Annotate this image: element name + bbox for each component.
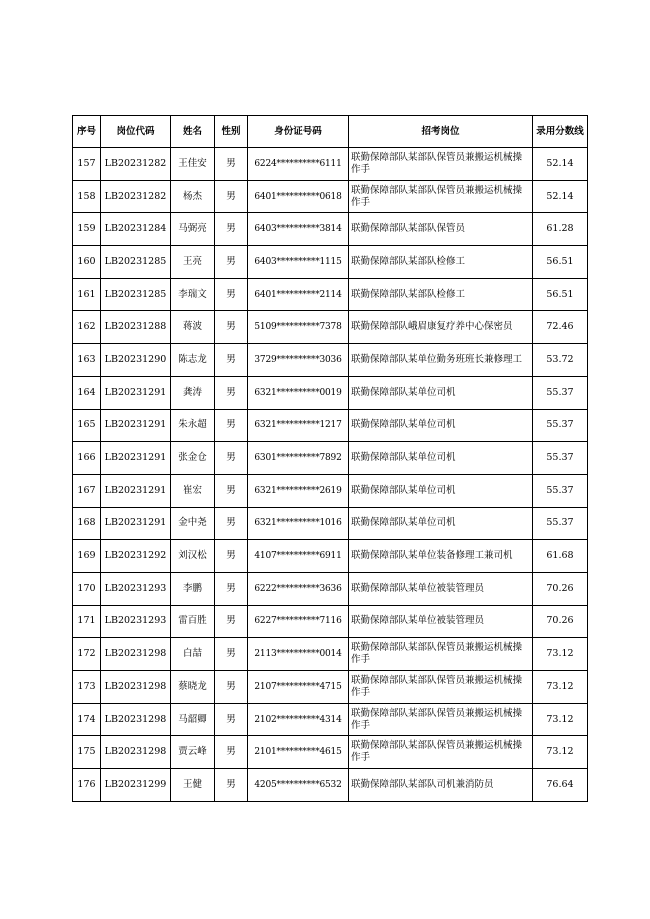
cell-seq: 174 [73, 703, 101, 736]
cell-position: 联勤保障部队某单位被装管理员 [349, 572, 533, 605]
cell-gender: 男 [215, 376, 248, 409]
cell-seq: 172 [73, 638, 101, 671]
cell-name: 王佳安 [171, 148, 215, 181]
cell-score: 70.26 [533, 572, 588, 605]
cell-code: LB20231298 [101, 638, 171, 671]
cell-id-number: 6321**********1016 [248, 507, 349, 540]
cell-position: 联勤保障部队某部队保管员兼搬运机械操作手 [349, 638, 533, 671]
cell-code: LB20231299 [101, 769, 171, 802]
cell-code: LB20231291 [101, 376, 171, 409]
cell-position: 联勤保障部队某单位司机 [349, 442, 533, 475]
cell-score: 56.51 [533, 246, 588, 279]
cell-seq: 162 [73, 311, 101, 344]
cell-gender: 男 [215, 769, 248, 802]
cell-gender: 男 [215, 605, 248, 638]
cell-score: 70.26 [533, 605, 588, 638]
cell-score: 73.12 [533, 671, 588, 704]
cell-position: 联勤保障部队某单位装备修理工兼司机 [349, 540, 533, 573]
cell-name: 刘汉松 [171, 540, 215, 573]
cell-code: LB20231298 [101, 736, 171, 769]
cell-code: LB20231288 [101, 311, 171, 344]
cell-code: LB20231293 [101, 572, 171, 605]
cell-position: 联勤保障部队某部队保管员兼搬运机械操作手 [349, 148, 533, 181]
cell-seq: 159 [73, 213, 101, 246]
cell-code: LB20231291 [101, 409, 171, 442]
table-row [73, 442, 588, 475]
cell-name: 陈志龙 [171, 344, 215, 377]
cell-id-number: 2101**********4615 [248, 736, 349, 769]
cell-score: 53.72 [533, 344, 588, 377]
cell-score: 52.14 [533, 148, 588, 181]
cell-score: 55.37 [533, 376, 588, 409]
cell-seq: 167 [73, 474, 101, 507]
cell-position: 联勤保障部队某部队保管员 [349, 213, 533, 246]
cell-code: LB20231298 [101, 671, 171, 704]
table-row [73, 409, 588, 442]
cell-position: 联勤保障部队某单位司机 [349, 507, 533, 540]
cell-id-number: 2102**********4314 [248, 703, 349, 736]
cell-gender: 男 [215, 572, 248, 605]
table-row [73, 703, 588, 736]
cell-id-number: 6321**********0019 [248, 376, 349, 409]
cell-id-number: 4107**********6911 [248, 540, 349, 573]
cell-code: LB20231293 [101, 605, 171, 638]
admission-table [72, 115, 588, 802]
cell-name: 白喆 [171, 638, 215, 671]
cell-score: 73.12 [533, 638, 588, 671]
cell-id-number: 6227**********7116 [248, 605, 349, 638]
cell-position: 联勤保障部队某部队检修工 [349, 246, 533, 279]
cell-seq: 171 [73, 605, 101, 638]
cell-gender: 男 [215, 213, 248, 246]
cell-seq: 166 [73, 442, 101, 475]
cell-score: 73.12 [533, 703, 588, 736]
cell-score: 73.12 [533, 736, 588, 769]
cell-seq: 158 [73, 180, 101, 213]
cell-gender: 男 [215, 409, 248, 442]
cell-name: 蔡晓龙 [171, 671, 215, 704]
cell-position: 联勤保障部队某部队保管员兼搬运机械操作手 [349, 180, 533, 213]
table-row [73, 671, 588, 704]
cell-score: 56.51 [533, 278, 588, 311]
cell-gender: 男 [215, 442, 248, 475]
cell-score: 72.46 [533, 311, 588, 344]
cell-id-number: 3729**********3036 [248, 344, 349, 377]
table-row [73, 605, 588, 638]
document-page [72, 115, 587, 802]
cell-id-number: 2107**********4715 [248, 671, 349, 704]
cell-seq: 164 [73, 376, 101, 409]
cell-position: 联勤保障部队某单位被装管理员 [349, 605, 533, 638]
cell-code: LB20231290 [101, 344, 171, 377]
cell-id-number: 6401**********0618 [248, 180, 349, 213]
table-row [73, 278, 588, 311]
table-row [73, 148, 588, 181]
cell-code: LB20231285 [101, 278, 171, 311]
header-name: 姓名 [171, 116, 215, 148]
cell-seq: 161 [73, 278, 101, 311]
cell-gender: 男 [215, 507, 248, 540]
cell-name: 雷百胜 [171, 605, 215, 638]
cell-position: 联勤保障部队某单位司机 [349, 376, 533, 409]
header-position: 招考岗位 [349, 116, 533, 148]
cell-code: LB20231282 [101, 148, 171, 181]
table-header-row [73, 116, 588, 148]
cell-code: LB20231291 [101, 442, 171, 475]
cell-id-number: 6403**********3814 [248, 213, 349, 246]
cell-gender: 男 [215, 246, 248, 279]
cell-code: LB20231282 [101, 180, 171, 213]
cell-seq: 175 [73, 736, 101, 769]
table-row [73, 474, 588, 507]
cell-code: LB20231291 [101, 474, 171, 507]
table-row [73, 213, 588, 246]
cell-code: LB20231292 [101, 540, 171, 573]
header-score: 录用分数线 [533, 116, 588, 148]
cell-id-number: 4205**********6532 [248, 769, 349, 802]
cell-name: 朱永超 [171, 409, 215, 442]
cell-id-number: 5109**********7378 [248, 311, 349, 344]
cell-name: 贾云峰 [171, 736, 215, 769]
cell-gender: 男 [215, 344, 248, 377]
header-id: 身份证号码 [248, 116, 349, 148]
table-row [73, 311, 588, 344]
cell-id-number: 6401**********2114 [248, 278, 349, 311]
cell-score: 76.64 [533, 769, 588, 802]
cell-name: 李鹏 [171, 572, 215, 605]
cell-score: 55.37 [533, 507, 588, 540]
cell-score: 55.37 [533, 442, 588, 475]
cell-score: 55.37 [533, 409, 588, 442]
cell-name: 马韶卿 [171, 703, 215, 736]
table-row [73, 344, 588, 377]
cell-id-number: 6321**********1217 [248, 409, 349, 442]
cell-id-number: 2113**********0014 [248, 638, 349, 671]
cell-name: 龚涛 [171, 376, 215, 409]
cell-code: LB20231284 [101, 213, 171, 246]
cell-gender: 男 [215, 180, 248, 213]
cell-seq: 157 [73, 148, 101, 181]
cell-position: 联勤保障部队某单位勤务班班长兼修理工 [349, 344, 533, 377]
cell-seq: 165 [73, 409, 101, 442]
cell-name: 王亮 [171, 246, 215, 279]
cell-position: 联勤保障部队某部队检修工 [349, 278, 533, 311]
cell-gender: 男 [215, 703, 248, 736]
cell-position: 联勤保障部队某部队司机兼消防员 [349, 769, 533, 802]
cell-id-number: 6222**********3636 [248, 572, 349, 605]
table-row [73, 180, 588, 213]
cell-name: 王健 [171, 769, 215, 802]
cell-gender: 男 [215, 311, 248, 344]
cell-seq: 173 [73, 671, 101, 704]
cell-code: LB20231298 [101, 703, 171, 736]
cell-gender: 男 [215, 474, 248, 507]
cell-code: LB20231285 [101, 246, 171, 279]
table-row [73, 376, 588, 409]
cell-name: 金中尧 [171, 507, 215, 540]
cell-gender: 男 [215, 638, 248, 671]
cell-seq: 163 [73, 344, 101, 377]
header-code: 岗位代码 [101, 116, 171, 148]
table-row [73, 736, 588, 769]
header-gender: 性别 [215, 116, 248, 148]
cell-seq: 169 [73, 540, 101, 573]
cell-name: 蒋波 [171, 311, 215, 344]
table-row [73, 769, 588, 802]
cell-gender: 男 [215, 540, 248, 573]
cell-position: 联勤保障部队某部队保管员兼搬运机械操作手 [349, 703, 533, 736]
cell-id-number: 6321**********2619 [248, 474, 349, 507]
cell-name: 张金仓 [171, 442, 215, 475]
cell-gender: 男 [215, 671, 248, 704]
header-seq: 序号 [73, 116, 101, 148]
table-body [73, 148, 588, 802]
cell-position: 联勤保障部队峨眉康复疗养中心保密员 [349, 311, 533, 344]
table-row [73, 507, 588, 540]
table-row [73, 572, 588, 605]
cell-code: LB20231291 [101, 507, 171, 540]
cell-seq: 160 [73, 246, 101, 279]
cell-score: 52.14 [533, 180, 588, 213]
table-row [73, 246, 588, 279]
table-row [73, 540, 588, 573]
cell-seq: 168 [73, 507, 101, 540]
cell-seq: 170 [73, 572, 101, 605]
cell-score: 61.28 [533, 213, 588, 246]
cell-name: 李瑞文 [171, 278, 215, 311]
cell-gender: 男 [215, 736, 248, 769]
cell-id-number: 6403**********1115 [248, 246, 349, 279]
cell-position: 联勤保障部队某单位司机 [349, 409, 533, 442]
table-row [73, 638, 588, 671]
cell-score: 61.68 [533, 540, 588, 573]
cell-position: 联勤保障部队某单位司机 [349, 474, 533, 507]
cell-name: 杨杰 [171, 180, 215, 213]
cell-seq: 176 [73, 769, 101, 802]
cell-name: 马弼亮 [171, 213, 215, 246]
cell-position: 联勤保障部队某部队保管员兼搬运机械操作手 [349, 671, 533, 704]
cell-name: 崔宏 [171, 474, 215, 507]
cell-gender: 男 [215, 148, 248, 181]
cell-score: 55.37 [533, 474, 588, 507]
cell-id-number: 6224**********6111 [248, 148, 349, 181]
cell-gender: 男 [215, 278, 248, 311]
cell-id-number: 6301**********7892 [248, 442, 349, 475]
cell-position: 联勤保障部队某部队保管员兼搬运机械操作手 [349, 736, 533, 769]
